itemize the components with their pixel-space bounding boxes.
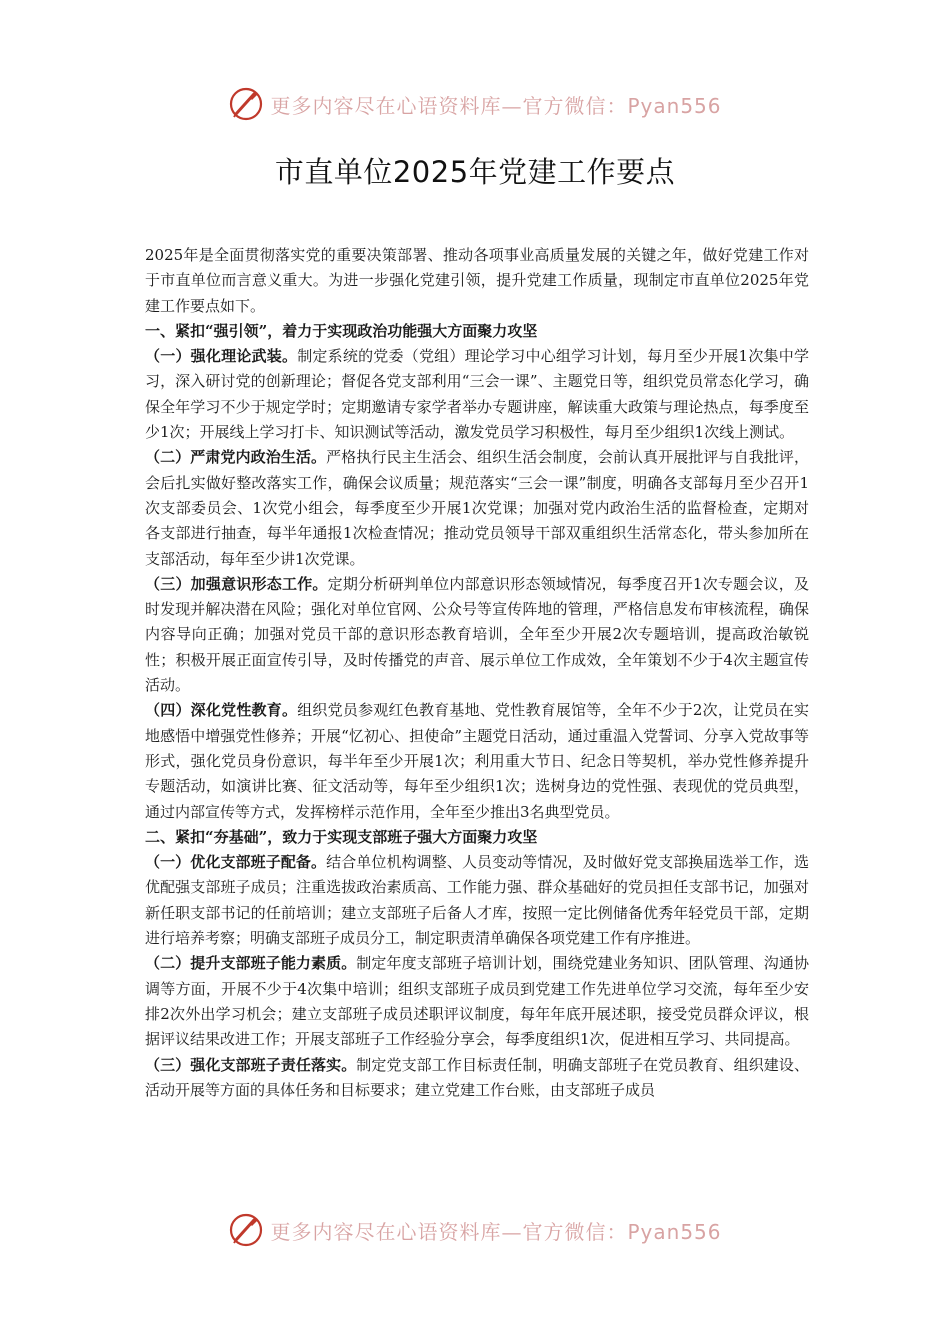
paragraph (145, 698, 809, 824)
paragraph (145, 344, 809, 445)
paragraph (145, 572, 809, 698)
item-body: 组织党员参观红色教育基地、党性教育展馆等，全年不少于2次，让党员在实地感悟中增强党性修养；开展“忆初心、担使命”主题党日活动，通过重温入党誓词、分享入党故事等形式，强化党员身份意识，每半年至少开展1次；利用重大节日、纪念日等契机，举办党性修养提升专题活动，如演讲比赛、征文活动等，每年至少组织1次；选树身边的党性强、表现优的党员典型，通过内部宣传等方式，发挥榜样示范作用，全年至少推出3名典型党员。 (145, 701, 809, 821)
paragraph (145, 445, 809, 571)
header-banner (0, 84, 950, 124)
banner-text: 更多内容尽在心语资料库—官方微信：Pyan556 (270, 93, 722, 118)
item-title: （二）提升支部班子能力素质。 (145, 954, 357, 973)
item-body: 制定党支部工作目标责任制，明确支部班子在党员教育、组织建设、活动开展等方面的具体任务和目标要求；建立党建工作台账，由支部班子成员 (145, 1055, 809, 1099)
item-body: 制定年度支部班子培训计划，围绕党建业务知识、团队管理、沟通协调等方面，开展不少于4次集中培训；组织支部班子成员到党建工作先进单位学习交流，每年至少安排2次外出学习机会；建立支部班子成员述职评议制度，每年年底开展述职，接受党员群众评议，根据评议结果改进工作；开展支部班子工作经验分享会，每季度组织1次，促进相互学习、共同提高。 (145, 954, 809, 1049)
footer-banner (0, 1210, 950, 1250)
paragraph (145, 951, 809, 1052)
section-heading: 一、紧扣“强引领”，着力于实现政治功能强大方面聚力攻坚 (145, 321, 538, 340)
paragraph (145, 1053, 809, 1104)
item-title: （三）强化支部班子责任落实。 (145, 1055, 357, 1074)
pen-logo-icon (228, 1212, 264, 1248)
item-title: （二）严肃党内政治生活。 (145, 448, 327, 467)
item-title: （四）深化党性教育。 (145, 701, 298, 720)
item-title: （一）强化理论武装。 (145, 347, 298, 366)
document-body (145, 243, 809, 1103)
intro-paragraph: 2025年是全面贯彻落实党的重要决策部署、推动各项事业高质量发展的关键之年，做好党建工作对于市直单位而言意义重大。为进一步强化党建引领，提升党建工作质量，现制定市直单位2025年党建工作要点如下。 (145, 246, 809, 315)
item-body: 结合单位机构调整、人员变动等情况，及时做好党支部换届选举工作，选优配强支部班子成员；注重选拔政治素质高、工作能力强、群众基础好的党员担任支部书记，加强对新任职支部书记的任前培训；建立支部班子后备人才库，按照一定比例储备优秀年轻党员干部，定期进行培养考察；明确支部班子成员分工，制定职责清单确保各项党建工作有序推进。 (145, 853, 809, 948)
banner-text: 更多内容尽在心语资料库—官方微信：Pyan556 (270, 1219, 722, 1244)
item-body: 制定系统的党委（党组）理论学习中心组学习计划，每月至少开展1次集中学习，深入研讨党的创新理论；督促各党支部利用“三会一课”、主题党日等，组织党员常态化学习，确保全年学习不少于规定学时；定期邀请专家学者举办专题讲座，解读重大政策与理论热点，每季度至少1次；开展线上学习打卡、知识测试等活动，激发党员学习积极性，每月至少组织1次线上测试。 (145, 347, 809, 442)
document-title: 市直单位2025年党建工作要点 (274, 155, 676, 189)
pen-logo-icon (228, 86, 264, 122)
item-title: （三）加强意识形态工作。 (145, 574, 328, 593)
section-heading: 二、紧扣“夯基础”，致力于实现支部班子强大方面聚力攻坚 (145, 827, 538, 846)
item-body: 定期分析研判单位内部意识形态领域情况，每季度召开1次专题会议，及时发现并解决潜在风险；强化对单位官网、公众号等宣传阵地的管理，严格信息发布审核流程，确保内容导向正确；加强对党员干部的意识形态教育培训，全年至少开展2次专题培训，提高政治敏锐性；积极开展正面宣传引导，及时传播党的声音、展示单位工作成效，全年策划不少于4次主题宣传活动。 (145, 574, 809, 695)
item-body: 严格执行民主生活会、组织生活会制度，会前认真开展批评与自我批评，会后扎实做好整改落实工作，确保会议质量；规范落实“三会一课”制度，明确各支部每月至少召开1次支部委员会、1次党小组会，每季度至少开展1次党课；加强对党内政治生活的监督检查，定期对各支部进行抽查，每半年通报1次检查情况；推动党员领导干部双重组织生活常态化，带头参加所在支部活动，每年至少讲1次党课。 (145, 448, 809, 568)
item-title: （一）优化支部班子配备。 (145, 853, 327, 872)
paragraph (145, 850, 809, 951)
